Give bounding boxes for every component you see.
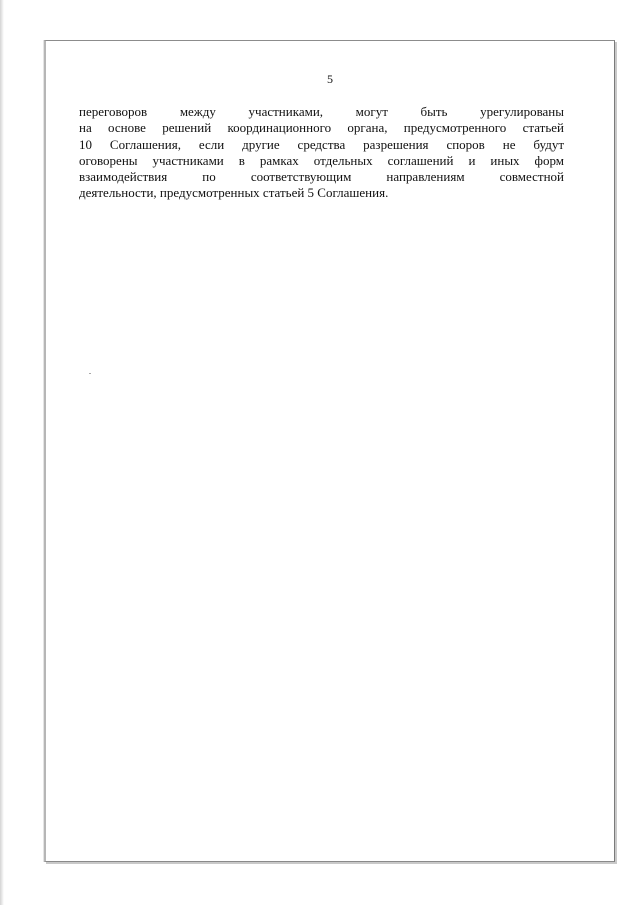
paragraph-line: на основе решений координационного органа, предусмотренного статьей	[79, 120, 564, 136]
paragraph-line: деятельности, предусмотренных статьей 5 Соглашения.	[79, 185, 389, 201]
scan-edge-shadow	[0, 0, 4, 905]
paragraph-line: взаимодействия по соответствующим направлениям совместной	[79, 169, 564, 185]
scan-speck	[89, 373, 91, 374]
paragraph-line: оговорены участниками в рамках отдельных соглашений и иных форм	[79, 152, 564, 168]
document-page	[44, 40, 615, 862]
document-paragraph	[79, 104, 564, 202]
paragraph-line: 10 Соглашения, если другие средства разрешения споров не будут	[79, 136, 564, 152]
paragraph-line: переговоров между участниками, могут быть урегулированы	[79, 104, 564, 119]
page-number: 5	[327, 72, 333, 86]
